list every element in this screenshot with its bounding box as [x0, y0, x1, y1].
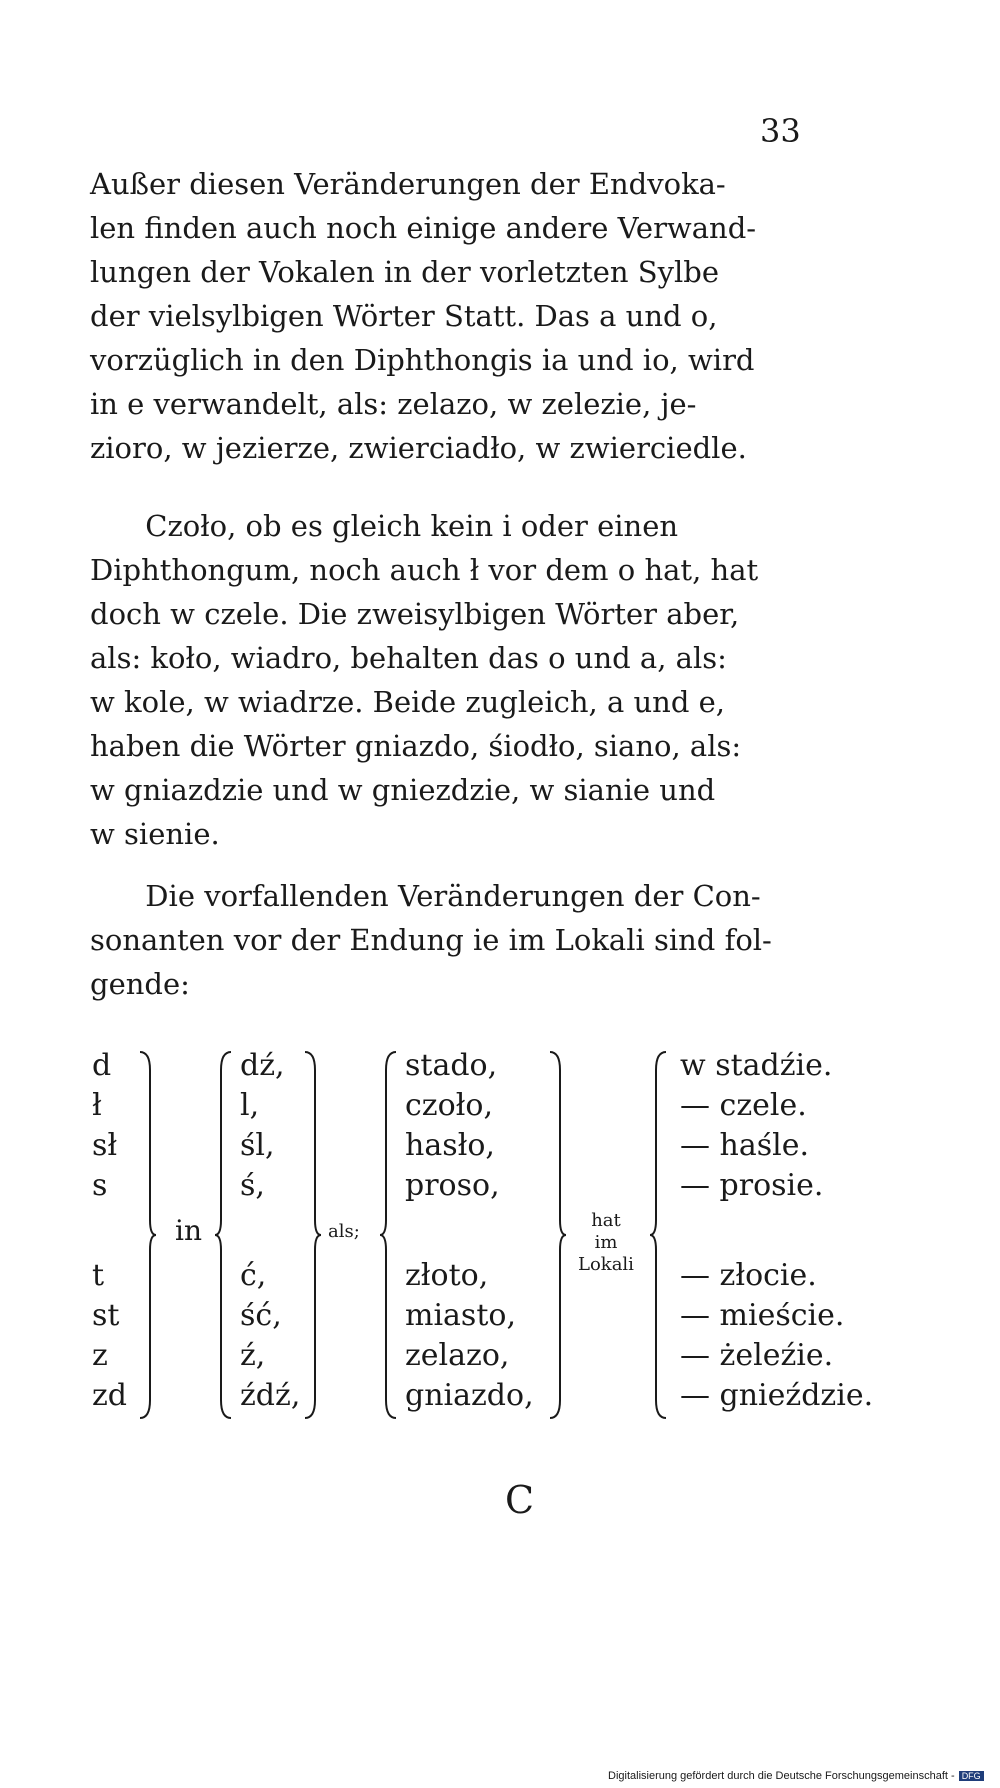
result-cell: — haśle. [680, 1128, 810, 1163]
text-line: w gniazdzie und w gniezdzie, w sianie und [90, 773, 716, 807]
text-line: Diphthongum, noch auch ł vor dem o hat, hat [90, 553, 759, 587]
result-cell: — prosie. [680, 1168, 824, 1203]
text-line: haben die Wörter gniazdo, śiodło, siano, als: [90, 729, 742, 763]
consonant-cell: ł [92, 1088, 102, 1123]
example-cell: złoto, [405, 1258, 489, 1293]
text-line: lungen der Vokalen in der vorletzten Sylbe [90, 255, 720, 289]
soft-form-cell: ź, [240, 1338, 266, 1373]
text-line: Czoło, ob es gleich kein i oder einen [90, 509, 679, 543]
text-line: len finden auch noch einige andere Verwand- [90, 211, 757, 245]
brace-2 [215, 1050, 233, 1420]
brace-6 [650, 1050, 668, 1420]
consonant-cell: s [92, 1168, 108, 1203]
consonant-cell: sł [92, 1128, 118, 1163]
example-cell: stado, [405, 1048, 498, 1083]
text-line: Die vorfallenden Veränderungen der Con- [90, 879, 761, 913]
soft-form-cell: ś, [240, 1168, 265, 1203]
paragraph-3 [90, 874, 810, 1006]
consonant-cell: d [92, 1048, 112, 1083]
signature-mark: C [505, 1478, 535, 1522]
hat-label-line: hat [591, 1210, 621, 1231]
text-line: doch w czele. Die zweisylbigen Wörter aber, [90, 597, 740, 631]
soft-form-cell: l, [240, 1088, 260, 1123]
text-line: gende: [90, 967, 190, 1001]
consonant-cell: z [92, 1338, 108, 1373]
consonant-cell: st [92, 1298, 120, 1333]
result-cell: — gnieździe. [680, 1378, 874, 1413]
text-line: der vielsylbigen Wörter Statt. Das a und o, [90, 299, 718, 333]
example-cell: czoło, [405, 1088, 493, 1123]
example-cell: miasto, [405, 1298, 516, 1333]
text-line: sonanten vor der Endung ie im Lokali sind fol- [90, 923, 772, 957]
page-number: 33 [760, 112, 801, 150]
result-cell: — mieście. [680, 1298, 845, 1333]
hat-label-line: im [594, 1232, 618, 1253]
als-label: als; [328, 1221, 360, 1242]
paragraph-2 [90, 504, 810, 856]
consonant-cell: zd [92, 1378, 128, 1413]
soft-form-cell: śl, [240, 1128, 275, 1163]
result-cell: — żeleźie. [680, 1338, 834, 1373]
footer-text: Digitalisierung gefördert durch die Deutsche Forschungsgemeinschaft - [608, 1770, 955, 1782]
example-cell: hasło, [405, 1128, 495, 1163]
consonant-change-table [0, 1046, 1000, 1426]
text-line: zioro, w jezierze, zwierciadło, w zwierciedle. [90, 431, 747, 465]
brace-3 [303, 1050, 321, 1420]
brace-1 [138, 1050, 156, 1420]
brace-4 [380, 1050, 398, 1420]
example-cell: proso, [405, 1168, 500, 1203]
result-cell: — czele. [680, 1088, 807, 1123]
text-line: in e verwandelt, als: zelazo, w zelezie, je- [90, 387, 697, 421]
text-line: Außer diesen Veränderungen der Endvoka- [90, 167, 726, 201]
result-cell: w stadźie. [680, 1048, 833, 1083]
in-label: in [175, 1214, 202, 1247]
hat-im-lokali-label [578, 1210, 634, 1276]
digitization-footer [608, 1770, 984, 1782]
dfg-logo: DFG [959, 1771, 984, 1781]
example-cell: zelazo, [405, 1338, 510, 1373]
consonant-cell: t [92, 1258, 105, 1293]
text-line: w kole, w wiadrze. Beide zugleich, a und e, [90, 685, 725, 719]
soft-form-cell: dź, [240, 1048, 285, 1083]
text-line: als: koło, wiadro, behalten das o und a, als: [90, 641, 727, 675]
hat-label-line: Lokali [578, 1254, 634, 1275]
brace-5 [548, 1050, 566, 1420]
text-line: vorzüglich in den Diphthongis ia und io, wird [90, 343, 755, 377]
result-cell: — złocie. [680, 1258, 817, 1293]
soft-form-cell: ć, [240, 1258, 267, 1293]
text-line: w sienie. [90, 817, 220, 851]
example-cell: gniazdo, [405, 1378, 534, 1413]
soft-form-cell: ść, [240, 1298, 282, 1333]
soft-form-cell: źdź, [240, 1378, 301, 1413]
paragraph-1 [90, 162, 810, 470]
